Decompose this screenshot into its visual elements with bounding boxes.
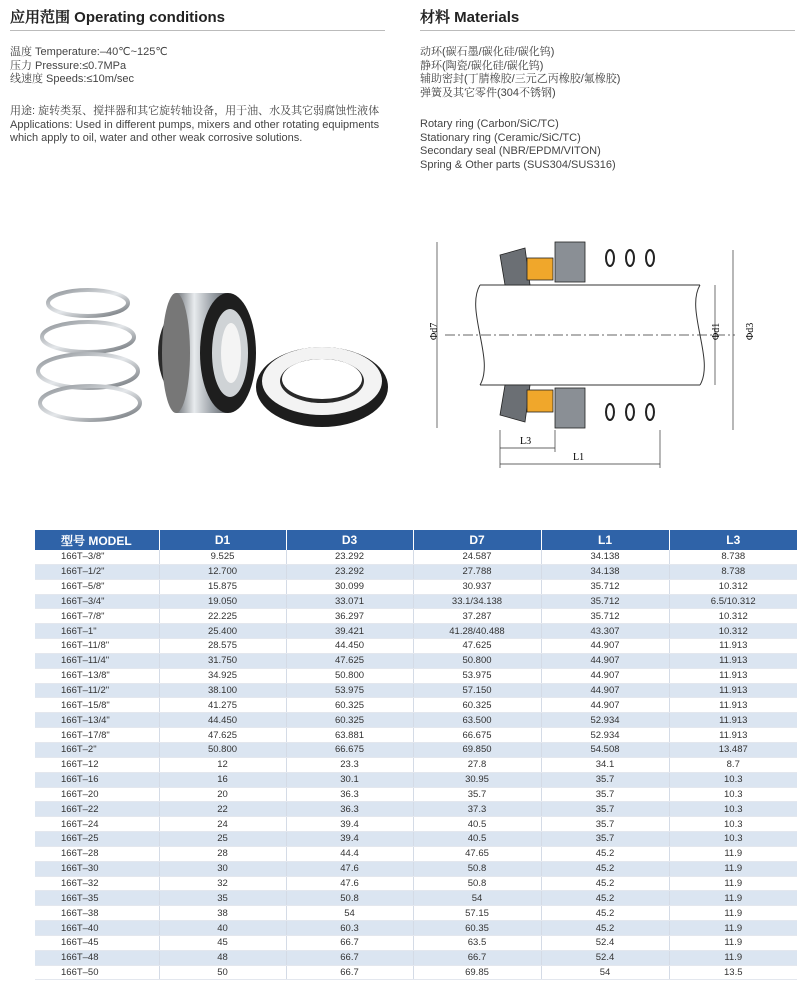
cell-d7: 37.287 — [413, 609, 541, 624]
speed-line: 线速度 Speeds:≤10m/sec — [10, 73, 135, 85]
cell-l3: 11.913 — [669, 653, 797, 668]
cell-l3: 8.7 — [669, 757, 797, 772]
materials-title: 材料 Materials — [420, 9, 520, 26]
cell-l3: 11.913 — [669, 683, 797, 698]
cell-d1: 45 — [159, 935, 286, 950]
cell-l1: 34.138 — [541, 550, 669, 564]
cell-d3: 66.675 — [286, 742, 413, 757]
cell-model: 166T–17/8" — [35, 728, 159, 743]
table-row — [35, 950, 797, 965]
cell-d1: 40 — [159, 921, 286, 936]
cell-d7: 50.8 — [413, 861, 541, 876]
cell-l3: 8.738 — [669, 550, 797, 564]
cell-d1: 47.625 — [159, 728, 286, 743]
cell-model: 166T–12 — [35, 757, 159, 772]
table-row — [35, 683, 797, 698]
material-en-stationary: Stationary ring (Ceramic/SiC/TC) — [420, 131, 581, 144]
cell-d7: 47.625 — [413, 639, 541, 654]
cell-l3: 10.3 — [669, 787, 797, 802]
label-d3: Φd3 — [745, 322, 756, 340]
cell-l3: 11.9 — [669, 906, 797, 921]
header-l1: L1 — [541, 530, 669, 550]
material-en-rotary: Rotary ring (Carbon/SiC/TC) — [420, 118, 559, 130]
cell-d3: 66.7 — [286, 950, 413, 965]
pressure-line: 压力 Pressure:≤0.7MPa — [10, 59, 127, 72]
table-row — [35, 772, 797, 787]
table-row — [35, 742, 797, 757]
cell-model: 166T–11/2" — [35, 683, 159, 698]
cell-d3: 47.6 — [286, 876, 413, 891]
cell-l1: 34.1 — [541, 757, 669, 772]
table-row — [35, 609, 797, 624]
material-en-secondary: Secondary seal (NBR/EPDM/VITON) — [420, 145, 601, 157]
cell-l1: 35.712 — [541, 594, 669, 609]
cell-d7: 41.28/40.488 — [413, 624, 541, 639]
cell-d7: 69.850 — [413, 742, 541, 757]
cell-l1: 52.4 — [541, 950, 669, 965]
cell-d7: 27.788 — [413, 564, 541, 579]
cell-d7: 50.8 — [413, 876, 541, 891]
cell-l1: 34.138 — [541, 564, 669, 579]
cell-l3: 11.913 — [669, 668, 797, 683]
header-model: 型号 MODEL — [35, 530, 159, 550]
spring-icon — [38, 290, 140, 420]
cell-d1: 34.925 — [159, 668, 286, 683]
material-en-spring: Spring & Other parts (SUS304/SUS316) — [420, 158, 616, 171]
table-row — [35, 757, 797, 772]
cell-model: 166T–30 — [35, 861, 159, 876]
cell-l1: 35.712 — [541, 609, 669, 624]
cell-d1: 30 — [159, 861, 286, 876]
cell-d1: 24 — [159, 817, 286, 832]
cell-l3: 11.9 — [669, 891, 797, 906]
cell-l3: 11.913 — [669, 639, 797, 654]
material-cn-rotary: 动环(碳石墨/碳化硅/碳化钨) — [420, 46, 555, 58]
cell-model: 166T–1" — [35, 624, 159, 639]
cell-l1: 35.712 — [541, 579, 669, 594]
cell-l3: 10.3 — [669, 802, 797, 817]
table-row — [35, 653, 797, 668]
temperature-line: 温度 Temperature:–40℃~125℃ — [10, 46, 168, 58]
cell-d3: 23.3 — [286, 757, 413, 772]
cell-model: 166T–15/8" — [35, 698, 159, 713]
cell-l3: 10.3 — [669, 817, 797, 832]
cell-model: 166T–45 — [35, 935, 159, 950]
cell-l3: 11.913 — [669, 713, 797, 728]
cell-model: 166T–28 — [35, 846, 159, 861]
cell-d7: 30.95 — [413, 772, 541, 787]
cell-d7: 30.937 — [413, 579, 541, 594]
cell-d3: 50.800 — [286, 668, 413, 683]
cell-d3: 36.3 — [286, 787, 413, 802]
cell-d3: 30.1 — [286, 772, 413, 787]
table-row — [35, 728, 797, 743]
cell-d3: 36.3 — [286, 802, 413, 817]
table-row — [35, 861, 797, 876]
cell-l1: 44.907 — [541, 639, 669, 654]
cell-l1: 45.2 — [541, 861, 669, 876]
cell-d3: 63.881 — [286, 728, 413, 743]
cell-l1: 45.2 — [541, 906, 669, 921]
cell-d7: 33.1/34.138 — [413, 594, 541, 609]
table-row — [35, 668, 797, 683]
table-row — [35, 787, 797, 802]
cell-l3: 11.9 — [669, 876, 797, 891]
cell-d3: 66.7 — [286, 935, 413, 950]
cell-d1: 38.100 — [159, 683, 286, 698]
cell-l1: 35.7 — [541, 787, 669, 802]
cell-d7: 63.500 — [413, 713, 541, 728]
cell-d1: 25.400 — [159, 624, 286, 639]
cell-l3: 10.312 — [669, 579, 797, 594]
table-row — [35, 550, 797, 564]
header-d7: D7 — [413, 530, 541, 550]
table-row — [35, 713, 797, 728]
cell-d1: 9.525 — [159, 550, 286, 564]
cell-l3: 10.3 — [669, 772, 797, 787]
cell-d7: 66.7 — [413, 950, 541, 965]
cell-d7: 37.3 — [413, 802, 541, 817]
usage-cn: 用途: 旋转类泵、搅拌器和其它旋转轴设备，用于油、水及其它弱腐蚀性液体 — [10, 105, 380, 117]
table-row — [35, 891, 797, 906]
cell-l1: 52.934 — [541, 713, 669, 728]
material-cn-spring: 弹簧及其它零件(304不锈钢) — [420, 86, 556, 99]
table-row — [35, 639, 797, 654]
product-photo — [30, 275, 390, 435]
cell-d7: 60.325 — [413, 698, 541, 713]
cell-d3: 33.071 — [286, 594, 413, 609]
cell-d3: 60.325 — [286, 698, 413, 713]
cell-l3: 13.5 — [669, 965, 797, 980]
cell-d3: 23.292 — [286, 564, 413, 579]
cell-l1: 35.7 — [541, 802, 669, 817]
cell-d3: 53.975 — [286, 683, 413, 698]
table-header-row — [35, 530, 797, 550]
cell-l1: 45.2 — [541, 921, 669, 936]
rotary-seal-head-icon — [158, 293, 256, 413]
table-row — [35, 832, 797, 847]
cell-l1: 35.7 — [541, 817, 669, 832]
cell-d3: 60.3 — [286, 921, 413, 936]
cell-d1: 28 — [159, 846, 286, 861]
cell-l3: 11.9 — [669, 935, 797, 950]
cell-d7: 50.800 — [413, 653, 541, 668]
cell-l1: 45.2 — [541, 891, 669, 906]
usage-en: Applications: Used in different pumps, mixers and other rotating equipments which apply to oil, water and other weak corrosive solutions. — [10, 118, 380, 144]
cell-d3: 66.7 — [286, 965, 413, 980]
cell-model: 166T–13/8" — [35, 668, 159, 683]
label-d7: Φd7 — [429, 322, 440, 340]
operating-divider — [10, 30, 385, 31]
table-row — [35, 935, 797, 950]
cell-d3: 47.625 — [286, 653, 413, 668]
cell-d7: 27.8 — [413, 757, 541, 772]
cell-d3: 44.4 — [286, 846, 413, 861]
cell-d1: 38 — [159, 906, 286, 921]
cell-l1: 44.907 — [541, 683, 669, 698]
cell-d3: 47.6 — [286, 861, 413, 876]
operating-conditions-title: 应用范围 Operating conditions — [10, 9, 226, 26]
cell-d1: 15.875 — [159, 579, 286, 594]
cell-d7: 47.65 — [413, 846, 541, 861]
specifications-table — [35, 530, 797, 980]
cell-d7: 40.5 — [413, 832, 541, 847]
cell-d1: 50.800 — [159, 742, 286, 757]
cell-l3: 11.9 — [669, 861, 797, 876]
cell-model: 166T–50 — [35, 965, 159, 980]
cell-l1: 52.4 — [541, 935, 669, 950]
cell-d1: 31.750 — [159, 653, 286, 668]
cell-l3: 11.9 — [669, 846, 797, 861]
cell-model: 166T–20 — [35, 787, 159, 802]
table-row — [35, 817, 797, 832]
cell-d1: 48 — [159, 950, 286, 965]
cell-l3: 11.9 — [669, 950, 797, 965]
header-d3: D3 — [286, 530, 413, 550]
cell-d3: 39.4 — [286, 832, 413, 847]
label-d1: Φd1 — [711, 322, 722, 340]
cell-l1: 54.508 — [541, 742, 669, 757]
cell-l1: 43.307 — [541, 624, 669, 639]
cell-d3: 30.099 — [286, 579, 413, 594]
cell-model: 166T–32 — [35, 876, 159, 891]
cell-d3: 50.8 — [286, 891, 413, 906]
cell-l1: 35.7 — [541, 832, 669, 847]
cell-model: 166T–1/2" — [35, 564, 159, 579]
cell-d7: 57.150 — [413, 683, 541, 698]
cell-d1: 50 — [159, 965, 286, 980]
cell-d3: 60.325 — [286, 713, 413, 728]
cell-d3: 54 — [286, 906, 413, 921]
materials-cn-list — [420, 46, 620, 100]
table-row — [35, 698, 797, 713]
cell-l3: 11.9 — [669, 921, 797, 936]
cell-l1: 45.2 — [541, 876, 669, 891]
cell-d1: 44.450 — [159, 713, 286, 728]
cell-d1: 19.050 — [159, 594, 286, 609]
cell-model: 166T–3/4" — [35, 594, 159, 609]
cell-model: 166T–7/8" — [35, 609, 159, 624]
cell-d3: 39.421 — [286, 624, 413, 639]
cell-model: 166T–40 — [35, 921, 159, 936]
seal-technical-drawing — [405, 230, 795, 470]
cell-model: 166T–11/8" — [35, 639, 159, 654]
cell-model: 166T–16 — [35, 772, 159, 787]
upper-seal-section — [500, 242, 654, 285]
cell-d1: 35 — [159, 891, 286, 906]
table-row — [35, 802, 797, 817]
cell-model: 166T–13/4" — [35, 713, 159, 728]
header-l3: L3 — [669, 530, 797, 550]
header-d1: D1 — [159, 530, 286, 550]
cell-l3: 11.913 — [669, 728, 797, 743]
table-row — [35, 846, 797, 861]
cell-d3: 44.450 — [286, 639, 413, 654]
cell-l3: 11.913 — [669, 698, 797, 713]
cell-d1: 41.275 — [159, 698, 286, 713]
cell-d1: 16 — [159, 772, 286, 787]
material-cn-stationary: 静环(陶瓷/碳化硅/碳化钨) — [420, 59, 544, 72]
lower-seal-section — [500, 385, 654, 428]
stationary-ring-icon — [256, 347, 388, 427]
cell-d7: 63.5 — [413, 935, 541, 950]
cell-l1: 35.7 — [541, 772, 669, 787]
cell-d7: 35.7 — [413, 787, 541, 802]
cell-l1: 44.907 — [541, 698, 669, 713]
cell-d1: 22.225 — [159, 609, 286, 624]
cell-d7: 24.587 — [413, 550, 541, 564]
table-body — [35, 550, 797, 980]
cell-l1: 44.907 — [541, 653, 669, 668]
cell-model: 166T–24 — [35, 817, 159, 832]
cell-d1: 20 — [159, 787, 286, 802]
cell-d7: 57.15 — [413, 906, 541, 921]
materials-en-list — [420, 118, 616, 172]
cell-l3: 8.738 — [669, 564, 797, 579]
table-row — [35, 921, 797, 936]
table-row — [35, 965, 797, 980]
cell-model: 166T–3/8" — [35, 550, 159, 564]
cell-d3: 39.4 — [286, 817, 413, 832]
cell-l3: 10.312 — [669, 609, 797, 624]
cell-d7: 69.85 — [413, 965, 541, 980]
table-row — [35, 876, 797, 891]
table-row — [35, 579, 797, 594]
cell-model: 166T–2" — [35, 742, 159, 757]
cell-model: 166T–11/4" — [35, 653, 159, 668]
label-l1: L1 — [573, 452, 585, 463]
cell-d7: 40.5 — [413, 817, 541, 832]
table-row — [35, 624, 797, 639]
cell-model: 166T–38 — [35, 906, 159, 921]
table-row — [35, 906, 797, 921]
cell-d7: 53.975 — [413, 668, 541, 683]
cell-d1: 22 — [159, 802, 286, 817]
materials-divider — [420, 30, 795, 31]
cell-d3: 23.292 — [286, 550, 413, 564]
cell-model: 166T–22 — [35, 802, 159, 817]
cell-model: 166T–5/8" — [35, 579, 159, 594]
table-row — [35, 564, 797, 579]
cell-d7: 60.35 — [413, 921, 541, 936]
cell-l1: 54 — [541, 965, 669, 980]
cell-l1: 52.934 — [541, 728, 669, 743]
cell-model: 166T–25 — [35, 832, 159, 847]
cell-d1: 32 — [159, 876, 286, 891]
cell-d3: 36.297 — [286, 609, 413, 624]
applications-text — [10, 105, 382, 146]
cell-d7: 54 — [413, 891, 541, 906]
cell-d1: 12.700 — [159, 564, 286, 579]
operating-specs — [10, 46, 168, 87]
material-cn-secondary: 辅助密封(丁腈橡胶/三元乙丙橡胶/氟橡胶) — [420, 73, 621, 85]
cell-d1: 12 — [159, 757, 286, 772]
cell-l3: 10.312 — [669, 624, 797, 639]
cell-d1: 25 — [159, 832, 286, 847]
table-row — [35, 594, 797, 609]
cell-model: 166T–35 — [35, 891, 159, 906]
cell-l1: 45.2 — [541, 846, 669, 861]
cell-d1: 28.575 — [159, 639, 286, 654]
cell-l3: 13.487 — [669, 742, 797, 757]
cell-d7: 66.675 — [413, 728, 541, 743]
cell-l3: 10.3 — [669, 832, 797, 847]
cell-l3: 6.5/10.312 — [669, 594, 797, 609]
cell-model: 166T–48 — [35, 950, 159, 965]
cell-l1: 44.907 — [541, 668, 669, 683]
label-l3: L3 — [520, 436, 532, 447]
